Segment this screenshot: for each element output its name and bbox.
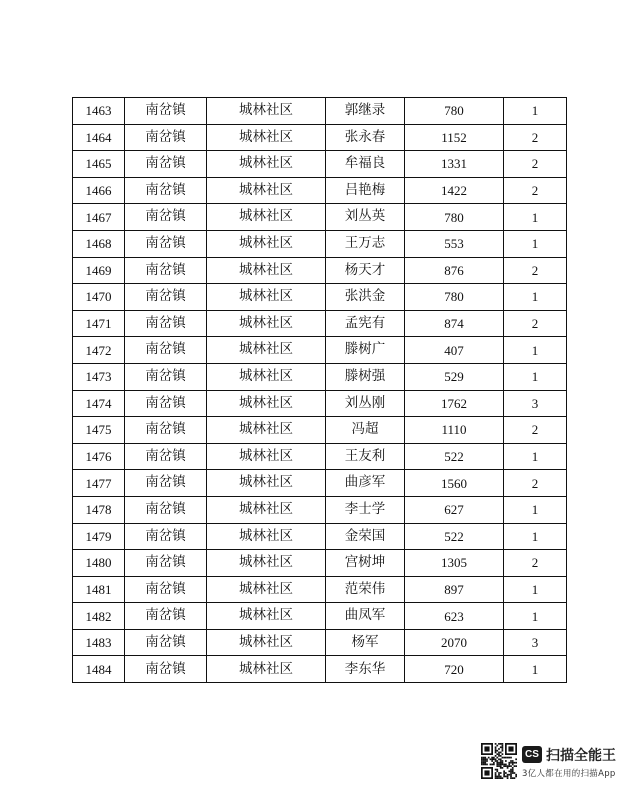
- cell-town: 南岔镇: [125, 656, 207, 683]
- table-row: [73, 496, 567, 523]
- table-row: [73, 656, 567, 683]
- table-row: [73, 576, 567, 603]
- cell-community: 城林社区: [207, 124, 326, 151]
- table-row: [73, 98, 567, 125]
- table-row: [73, 363, 567, 390]
- cell-count: 1: [504, 523, 567, 550]
- cell-count: 1: [504, 576, 567, 603]
- cell-name: 刘丛英: [326, 204, 405, 231]
- cell-name: 张洪金: [326, 284, 405, 311]
- cell-name: 曲凤军: [326, 603, 405, 630]
- cell-town: 南岔镇: [125, 337, 207, 364]
- cell-community: 城林社区: [207, 576, 326, 603]
- table-row: [73, 523, 567, 550]
- cell-town: 南岔镇: [125, 550, 207, 577]
- cell-number: 1463: [73, 98, 125, 125]
- cell-name: 金荣国: [326, 523, 405, 550]
- cell-name: 曲彦军: [326, 470, 405, 497]
- cell-count: 1: [504, 204, 567, 231]
- cell-number: 1484: [73, 656, 125, 683]
- cell-name: 孟宪有: [326, 310, 405, 337]
- cell-number: 1468: [73, 230, 125, 257]
- cell-town: 南岔镇: [125, 310, 207, 337]
- cell-town: 南岔镇: [125, 98, 207, 125]
- cell-town: 南岔镇: [125, 576, 207, 603]
- roster-table-body: [73, 98, 567, 683]
- cell-number: 1465: [73, 151, 125, 178]
- cell-number: 1482: [73, 603, 125, 630]
- cell-number: 1464: [73, 124, 125, 151]
- cell-amount: 780: [405, 204, 504, 231]
- cell-community: 城林社区: [207, 390, 326, 417]
- cell-community: 城林社区: [207, 310, 326, 337]
- cell-town: 南岔镇: [125, 603, 207, 630]
- cell-count: 1: [504, 603, 567, 630]
- cell-name: 滕树广: [326, 337, 405, 364]
- cell-community: 城林社区: [207, 629, 326, 656]
- cell-number: 1478: [73, 496, 125, 523]
- cell-community: 城林社区: [207, 284, 326, 311]
- cell-town: 南岔镇: [125, 363, 207, 390]
- cell-name: 宫树坤: [326, 550, 405, 577]
- cell-number: 1480: [73, 550, 125, 577]
- cell-community: 城林社区: [207, 496, 326, 523]
- cell-town: 南岔镇: [125, 390, 207, 417]
- cell-town: 南岔镇: [125, 470, 207, 497]
- cell-amount: 1762: [405, 390, 504, 417]
- cell-amount: 522: [405, 523, 504, 550]
- cell-number: 1476: [73, 443, 125, 470]
- cell-count: 2: [504, 470, 567, 497]
- cell-amount: 553: [405, 230, 504, 257]
- table-row: [73, 151, 567, 178]
- roster-table: [72, 97, 567, 683]
- cell-count: 2: [504, 124, 567, 151]
- brand-tagline: 3亿人都在用的扫描App: [522, 769, 616, 779]
- cell-number: 1473: [73, 363, 125, 390]
- cell-community: 城林社区: [207, 443, 326, 470]
- cell-amount: 780: [405, 98, 504, 125]
- cell-town: 南岔镇: [125, 151, 207, 178]
- cell-name: 牟福良: [326, 151, 405, 178]
- cell-count: 3: [504, 390, 567, 417]
- cell-amount: 407: [405, 337, 504, 364]
- cell-amount: 897: [405, 576, 504, 603]
- cell-amount: 780: [405, 284, 504, 311]
- cell-count: 1: [504, 443, 567, 470]
- cell-number: 1477: [73, 470, 125, 497]
- cell-amount: 1331: [405, 151, 504, 178]
- cell-name: 范荣伟: [326, 576, 405, 603]
- table-row: [73, 337, 567, 364]
- cell-name: 王友利: [326, 443, 405, 470]
- cell-community: 城林社区: [207, 257, 326, 284]
- cell-amount: 529: [405, 363, 504, 390]
- cell-name: 王万志: [326, 230, 405, 257]
- cell-count: 2: [504, 310, 567, 337]
- cell-name: 杨军: [326, 629, 405, 656]
- cell-community: 城林社区: [207, 151, 326, 178]
- table-row: [73, 284, 567, 311]
- cell-name: 郭继录: [326, 98, 405, 125]
- cell-community: 城林社区: [207, 204, 326, 231]
- cell-amount: 1152: [405, 124, 504, 151]
- cell-count: 3: [504, 629, 567, 656]
- cell-town: 南岔镇: [125, 177, 207, 204]
- cell-count: 1: [504, 98, 567, 125]
- cell-amount: 522: [405, 443, 504, 470]
- cell-amount: 1422: [405, 177, 504, 204]
- cell-community: 城林社区: [207, 656, 326, 683]
- cell-number: 1483: [73, 629, 125, 656]
- cell-count: 1: [504, 363, 567, 390]
- cell-count: 1: [504, 656, 567, 683]
- cell-town: 南岔镇: [125, 523, 207, 550]
- cell-name: 李东华: [326, 656, 405, 683]
- cell-amount: 627: [405, 496, 504, 523]
- cell-community: 城林社区: [207, 470, 326, 497]
- cell-amount: 1560: [405, 470, 504, 497]
- cell-town: 南岔镇: [125, 257, 207, 284]
- table-row: [73, 443, 567, 470]
- cell-number: 1475: [73, 417, 125, 444]
- cell-amount: 1110: [405, 417, 504, 444]
- cell-number: 1481: [73, 576, 125, 603]
- table-row: [73, 390, 567, 417]
- table-row: [73, 550, 567, 577]
- cell-community: 城林社区: [207, 337, 326, 364]
- cell-count: 1: [504, 284, 567, 311]
- cell-community: 城林社区: [207, 550, 326, 577]
- cell-count: 2: [504, 550, 567, 577]
- cell-name: 张永春: [326, 124, 405, 151]
- cell-name: 滕树强: [326, 363, 405, 390]
- cell-count: 1: [504, 337, 567, 364]
- cell-community: 城林社区: [207, 98, 326, 125]
- table-row: [73, 177, 567, 204]
- cell-count: 1: [504, 496, 567, 523]
- cell-number: 1467: [73, 204, 125, 231]
- cell-community: 城林社区: [207, 523, 326, 550]
- cell-name: 吕艳梅: [326, 177, 405, 204]
- cell-community: 城林社区: [207, 363, 326, 390]
- cell-amount: 1305: [405, 550, 504, 577]
- cell-town: 南岔镇: [125, 496, 207, 523]
- cell-amount: 874: [405, 310, 504, 337]
- cell-count: 2: [504, 151, 567, 178]
- table-row: [73, 124, 567, 151]
- table-row: [73, 629, 567, 656]
- cell-community: 城林社区: [207, 603, 326, 630]
- cell-name: 杨天才: [326, 257, 405, 284]
- cell-number: 1471: [73, 310, 125, 337]
- cell-name: 刘丛刚: [326, 390, 405, 417]
- table-row: [73, 230, 567, 257]
- cell-count: 2: [504, 257, 567, 284]
- cell-amount: 876: [405, 257, 504, 284]
- cell-count: 1: [504, 230, 567, 257]
- cell-number: 1470: [73, 284, 125, 311]
- cell-name: 冯超: [326, 417, 405, 444]
- cell-town: 南岔镇: [125, 230, 207, 257]
- table-row: [73, 204, 567, 231]
- cell-community: 城林社区: [207, 417, 326, 444]
- table-row: [73, 257, 567, 284]
- cell-town: 南岔镇: [125, 417, 207, 444]
- cell-town: 南岔镇: [125, 204, 207, 231]
- cell-number: 1479: [73, 523, 125, 550]
- cell-amount: 2070: [405, 629, 504, 656]
- cell-amount: 720: [405, 656, 504, 683]
- cell-town: 南岔镇: [125, 284, 207, 311]
- table-row: [73, 470, 567, 497]
- cell-number: 1466: [73, 177, 125, 204]
- brand-block: [522, 746, 636, 780]
- table-row: [73, 417, 567, 444]
- cell-number: 1469: [73, 257, 125, 284]
- table-row: [73, 603, 567, 630]
- cs-logo-icon: CS: [522, 746, 542, 763]
- cell-number: 1474: [73, 390, 125, 417]
- cell-name: 李士学: [326, 496, 405, 523]
- brand-name: 扫描全能王: [546, 748, 616, 764]
- cell-town: 南岔镇: [125, 629, 207, 656]
- cell-amount: 623: [405, 603, 504, 630]
- cell-community: 城林社区: [207, 177, 326, 204]
- cell-number: 1472: [73, 337, 125, 364]
- cell-count: 2: [504, 417, 567, 444]
- table-row: [73, 310, 567, 337]
- qr-code-icon: [481, 743, 517, 779]
- cell-count: 2: [504, 177, 567, 204]
- cell-town: 南岔镇: [125, 124, 207, 151]
- cell-community: 城林社区: [207, 230, 326, 257]
- cell-town: 南岔镇: [125, 443, 207, 470]
